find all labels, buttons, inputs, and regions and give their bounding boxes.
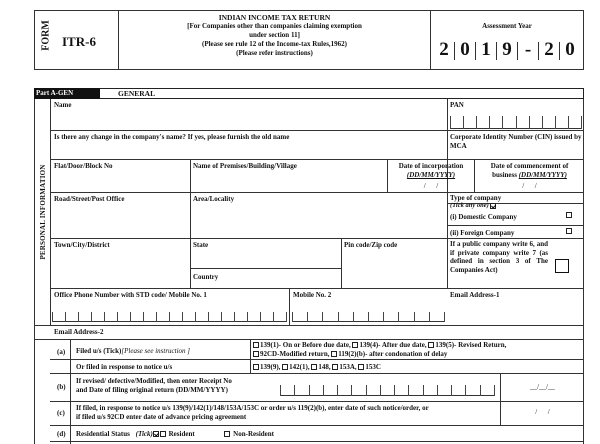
row-c-text-1: If filed, in response to notice u/s 139(9)/142(1)/148/153A/153C or order u/s 119(2)(b), enter date of such notice/order, or — [76, 404, 429, 412]
form-subtitle-1: [For Companies other than companies claiming exemption — [187, 22, 362, 30]
mobile2-label: Mobile No. 2 — [293, 291, 332, 299]
nonresident-checkbox[interactable] — [224, 431, 230, 437]
notice-153a-checkbox[interactable] — [332, 364, 338, 370]
comb-tick — [307, 312, 308, 322]
comb-tick — [143, 312, 144, 322]
notice-153c-checkbox[interactable] — [358, 364, 364, 370]
assessment-year-separator — [475, 42, 476, 60]
phone-label: Office Phone Number with STD code/ Mobile No. 1 — [54, 291, 207, 299]
comb-tick — [489, 116, 490, 129]
notice-label: Or filed in response to notice u/s — [76, 363, 173, 371]
phone-input[interactable] — [52, 304, 287, 322]
form-subtitle-2: under section 11] — [249, 31, 300, 39]
comb-tick — [398, 312, 399, 322]
pan-label: PAN — [450, 101, 464, 109]
assessment-year-separator — [496, 42, 497, 60]
comb-tick — [516, 116, 517, 129]
comb-tick — [366, 385, 367, 396]
option-119-checkbox[interactable] — [331, 351, 337, 357]
premises-input[interactable] — [192, 171, 385, 190]
comb-tick — [408, 385, 409, 396]
comb-tick — [423, 385, 424, 396]
option-139-4-label: 139(4)- After due date, — [359, 341, 427, 349]
row-a-label: (a) — [57, 348, 66, 356]
comb-tick — [117, 312, 118, 322]
email1-input[interactable] — [449, 300, 582, 322]
state-input[interactable] — [192, 250, 339, 266]
assessment-year-separator — [559, 42, 560, 60]
pin-input[interactable] — [343, 250, 445, 286]
comb-tick — [195, 312, 196, 322]
comb-tick — [169, 312, 170, 322]
date-incorp-label-1: Date of incorporation — [398, 162, 464, 170]
comb-tick — [338, 312, 339, 322]
comb-tick — [476, 116, 477, 129]
part-title: GENERAL — [118, 89, 156, 98]
assessment-year-digit: 1 — [481, 39, 491, 60]
comb-tick — [322, 312, 323, 322]
notice-139-9-label: 139(9), — [260, 363, 281, 371]
comb-tick — [429, 312, 430, 322]
form-title: INDIAN INCOME TAX RETURN — [218, 13, 331, 22]
residential-status-label: Residential Status — [76, 430, 130, 438]
comb-tick — [78, 312, 79, 322]
date-incorp-input[interactable]: / / — [423, 182, 439, 190]
comb-tick — [380, 385, 381, 396]
option-139-5-checkbox[interactable] — [428, 342, 434, 348]
domestic-company-checkbox[interactable] — [566, 212, 572, 218]
resident-label: Resident — [168, 430, 195, 438]
option-119-label: 119(2)(b)- after condonation of delay — [338, 350, 448, 358]
comb-tick — [273, 312, 274, 322]
pin-label: Pin code/Zip code — [344, 241, 398, 249]
comb-tick — [502, 116, 503, 129]
row-a-text — [76, 347, 190, 355]
comb-tick — [581, 116, 582, 129]
town-input[interactable] — [52, 250, 188, 286]
part-header-bar — [34, 88, 584, 99]
comb-tick — [182, 312, 183, 322]
comb-tick — [444, 312, 445, 322]
comb-tick — [247, 312, 248, 322]
email2-label: Email Address-2 — [54, 328, 104, 336]
change-in-name-label: Is there any change in the company's name? If yes, please furnish the old name — [54, 133, 290, 141]
comb-tick — [383, 312, 384, 322]
option-139-1-label: 139(1)- On or Before due date, — [260, 341, 351, 349]
comb-tick — [451, 385, 452, 396]
comb-tick — [309, 385, 310, 396]
comb-tick — [286, 312, 287, 322]
comb-tick — [91, 312, 92, 322]
filed-us-options — [253, 341, 583, 359]
flat-label: Flat/Door/Block No — [54, 162, 113, 170]
date-incorp-label-2: (DD/MM/YYYY) — [406, 171, 456, 179]
country-label: Country — [193, 273, 219, 281]
row-b-text-2: and Date of filing original return (DD/MM/YYYY) — [76, 386, 228, 394]
assessment-year-digit: 0 — [565, 39, 575, 60]
foreign-company-checkbox[interactable] — [566, 228, 572, 234]
nonresident-label: Non-Resident — [233, 430, 275, 438]
notice-date-input[interactable]: / / — [535, 408, 550, 416]
form-number: ITR-6 — [62, 34, 96, 49]
comb-tick — [368, 312, 369, 322]
company-type-input[interactable] — [555, 259, 569, 273]
email2-input[interactable] — [130, 327, 582, 338]
comb-tick — [221, 312, 222, 322]
old-name-input[interactable] — [52, 142, 444, 157]
tick-any-one-checkbox-icon — [490, 203, 496, 209]
comb-tick — [394, 385, 395, 396]
comb-tick — [208, 312, 209, 322]
option-92cd-label: 92CD-Modified return, — [260, 350, 330, 358]
premises-label: Name of Premises/Building/Village — [193, 162, 297, 170]
name-input[interactable] — [52, 110, 444, 128]
option-139-1-checkbox[interactable] — [253, 342, 259, 348]
date-commence-label-2: business — [492, 171, 517, 179]
assessment-year-digit: 9 — [502, 39, 512, 60]
cin-label: Corporate Identity Number (CIN) issued by MCA — [450, 133, 582, 150]
personal-info-side-label: PERSONAL INFORMATION — [39, 164, 47, 260]
option-139-5-label: 139(5)- Revised Return, — [435, 341, 507, 349]
comb-tick — [568, 116, 569, 129]
comb-tick — [450, 116, 451, 129]
notice-options — [253, 363, 381, 371]
comb-tick — [234, 312, 235, 322]
notice-153a-label: 153A, — [339, 363, 357, 371]
residential-status-tick: (Tick) — [135, 430, 153, 438]
comb-tick — [480, 385, 481, 396]
comb-tick — [437, 385, 438, 396]
pan-input[interactable] — [450, 113, 582, 129]
original-filing-date-input[interactable]: __/__/__ — [530, 383, 555, 391]
assessment-year-separator — [454, 42, 455, 60]
comb-tick — [156, 312, 157, 322]
comb-tick — [414, 312, 415, 322]
comb-tick — [104, 312, 105, 322]
assessment-year-digit: 2 — [439, 39, 449, 60]
comb-tick — [494, 385, 495, 396]
name-label: Name — [54, 101, 72, 109]
form-label: FORM — [40, 20, 52, 51]
comb-tick — [260, 312, 261, 322]
form-subtitle-4: (Please refer instructions) — [236, 49, 313, 57]
comb-tick — [465, 385, 466, 396]
assessment-year-digit: 0 — [460, 39, 470, 60]
type-company-label: Type of company — [450, 194, 502, 202]
email1-label: Email Address-1 — [450, 291, 500, 299]
comb-tick — [52, 312, 53, 322]
row-d-label: (d) — [57, 430, 66, 438]
road-label: Road/Street/Post Office — [54, 195, 125, 203]
date-commence-label-1: Date of commencement of — [490, 162, 569, 170]
comb-tick — [542, 116, 543, 129]
resident-checkbox-alt[interactable] — [160, 431, 166, 437]
domestic-company-label: (i) Domestic Company — [450, 213, 517, 221]
date-commence-input[interactable]: / / — [522, 182, 537, 190]
date-commence-label-3: (DD/MM/YYYY) — [518, 171, 567, 179]
comb-tick — [65, 312, 66, 322]
foreign-company-label: (ii) Foreign Company — [450, 229, 515, 237]
row-c-text — [76, 404, 429, 422]
comb-tick — [529, 116, 530, 129]
comb-tick — [353, 312, 354, 322]
notice-142-1-label: 142(1), — [289, 363, 310, 371]
part-label: Part A-GEN — [34, 88, 100, 99]
comb-tick — [130, 312, 131, 322]
assessment-year-digit: - — [524, 39, 532, 60]
town-label: Town/City/District — [54, 241, 110, 249]
road-input[interactable] — [52, 204, 188, 236]
assessment-year-digit: 2 — [544, 39, 554, 60]
receipt-number-input[interactable] — [280, 380, 495, 396]
flat-input[interactable] — [52, 171, 188, 190]
comb-tick — [337, 385, 338, 396]
comb-tick — [294, 385, 295, 396]
date-commence-label — [475, 162, 584, 180]
option-92cd-checkbox[interactable] — [253, 351, 259, 357]
assessment-year-separator — [538, 42, 539, 60]
filed-us-hint: [Please see instruction ] — [121, 347, 191, 355]
area-label: Area/Locality — [193, 195, 235, 203]
notice-139-9-checkbox[interactable] — [253, 364, 259, 370]
public-company-label: If a public company write 6, and if private company write 7 (as defined in section 3 of The Companies Act) — [450, 240, 548, 274]
state-label: State — [193, 241, 209, 249]
comb-tick — [463, 116, 464, 129]
resident-checkbox[interactable] — [153, 431, 159, 437]
row-c-label: (c) — [57, 409, 65, 417]
area-input[interactable] — [192, 204, 445, 236]
notice-148-checkbox[interactable] — [311, 364, 317, 370]
form-subtitle-3: (Please see rule 12 of the Income-tax Rules,1962) — [201, 40, 348, 48]
comb-tick — [351, 385, 352, 396]
comb-baseline — [280, 395, 495, 396]
row-b-text — [76, 377, 232, 395]
assessment-year-label: Assessment Year — [482, 22, 532, 30]
mobile2-input[interactable] — [292, 304, 445, 322]
date-incorp-label — [388, 162, 474, 180]
option-139-4-checkbox[interactable] — [352, 342, 358, 348]
notice-142-1-checkbox[interactable] — [282, 364, 288, 370]
notice-148-label: 148, — [318, 363, 331, 371]
row-b-text-1: If revised/ defective/Modified, then enter Receipt No — [76, 377, 232, 385]
residential-status — [76, 430, 274, 438]
notice-153c-label: 153C — [365, 363, 381, 371]
tick-any-one-label — [450, 202, 497, 209]
tick-any-one-text: (Tick any one) — [450, 202, 489, 209]
country-input[interactable] — [236, 270, 339, 286]
comb-tick — [555, 116, 556, 129]
comb-tick — [323, 385, 324, 396]
comb-tick — [292, 312, 293, 322]
comb-tick — [280, 385, 281, 396]
row-b-label: (b) — [57, 383, 66, 391]
row-c-text-2: if filed u/s 92CD enter date of advance pricing agreement — [76, 413, 247, 421]
form-title-block — [119, 13, 430, 58]
assessment-year-separator — [517, 42, 518, 60]
filed-us-label: Filed u/s (Tick) — [76, 347, 122, 355]
